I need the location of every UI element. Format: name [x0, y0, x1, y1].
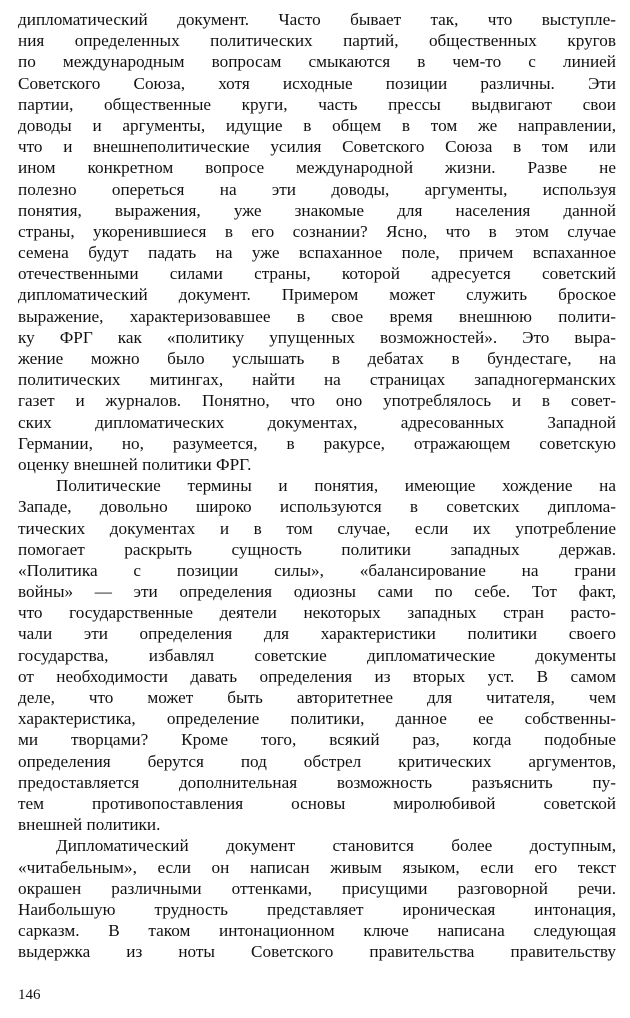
text-line: ских дипломатических документах, адресованных Западной: [18, 412, 616, 432]
text-line: политических митингах, найти на страницах западногерманских: [18, 370, 616, 390]
text-line: выдержка из ноты Советского правительства правительству: [18, 942, 616, 962]
body-text: [18, 9, 616, 962]
text-line: что государственные деятели некоторых западных стран расто-: [18, 603, 616, 623]
text-line: жение можно было услышать в дебатах в бундестаге, на: [18, 349, 616, 368]
text-line: от необходимости давать определения из вторых уст. В самом: [18, 666, 616, 686]
text-line: Советского Союза, хотя исходные позиции различны. Эти: [18, 73, 616, 93]
text-line: «Политика с позиции силы», «балансирование на грани: [18, 560, 616, 580]
text-line: окрашен различными оттенками, присущими разговорной речи.: [18, 878, 616, 898]
text-line: дипломатический документ. Часто бывает так, что выступле-: [18, 10, 616, 29]
text-line: ку ФРГ как «политику упущенных возможностей». Это выра-: [18, 327, 616, 347]
text-line: Дипломатический документ становится более доступным,: [56, 836, 616, 856]
text-line: дипломатический документ. Примером может служить броское: [18, 285, 616, 305]
text-line: оценку внешней политики ФРГ.: [18, 454, 252, 474]
text-line: по международным вопросам смыкаются в чем-то с линией: [18, 52, 616, 72]
text-line: что и внешнеполитические усилия Советского Союза в том или: [18, 137, 616, 157]
text-line: ния определенных политических партий, общественных кругов: [18, 31, 616, 51]
text-line: отечественными силами страны, которой адресуется советский: [18, 264, 616, 284]
text-line: партии, общественные круги, часть прессы выдвигают свои: [18, 94, 616, 114]
text-line: Политические термины и понятия, имеющие хождение на: [56, 476, 616, 496]
text-line: характеристика, определение политики, данное ее собственны-: [18, 709, 616, 729]
text-line: газет и журналов. Понятно, что оно употреблялось и в совет-: [18, 391, 616, 411]
text-line: выражение, характеризовавшее в свое время внешнюю полити-: [18, 306, 616, 326]
text-line: страны, укоренившиеся в его сознании? Ясно, что в этом случае: [18, 221, 616, 241]
text-line: тических документах и в том случае, если их употребление: [18, 518, 616, 538]
text-line: доводы и аргументы, идущие в общем в том же направлении,: [18, 115, 616, 135]
text-line: тем противопоставления основы миролюбивой советской: [18, 793, 616, 813]
text-line: Западе, довольно широко используются в советских диплома-: [18, 497, 616, 517]
text-line: помогает раскрыть сущность политики западных держав.: [18, 539, 616, 559]
text-line: Наибольшую трудность представляет ироническая интонация,: [18, 899, 616, 919]
text-line: понятия, выражения, уже знакомые для населения данной: [18, 200, 616, 220]
text-line: определения берутся под обстрел критических аргументов,: [18, 751, 616, 771]
text-line: «читабельным», если он написан живым языком, если его текст: [18, 857, 616, 877]
page-number: 146: [18, 987, 41, 1003]
text-line: полезно опереться на эти доводы, аргументы, используя: [18, 179, 616, 199]
text-line: ми творцами? Кроме того, всякий раз, когда подобные: [18, 730, 616, 750]
text-line: ином конкретном вопросе международной жизни. Разве не: [18, 158, 616, 178]
text-line: семена будут падать на уже вспаханное поле, причем вспаханное: [18, 243, 616, 263]
text-line: сарказм. В таком интонационном ключе написана следующая: [18, 921, 616, 941]
text-line: деле, что может быть авторитетнее для читателя, чем: [18, 688, 616, 707]
text-line: внешней политики.: [18, 815, 161, 835]
text-line: чали эти определения для характеристики политики своего: [18, 624, 616, 644]
text-line: войны» — эти определения одиозны сами по себе. Тот факт,: [18, 582, 616, 602]
text-line: предоставляется дополнительная возможность разъяснить пу-: [18, 772, 616, 792]
text-line: государства, избавлял советские дипломатические документы: [18, 645, 616, 665]
text-line: Германии, но, разумеется, в ракурсе, отражающем советскую: [18, 433, 616, 453]
